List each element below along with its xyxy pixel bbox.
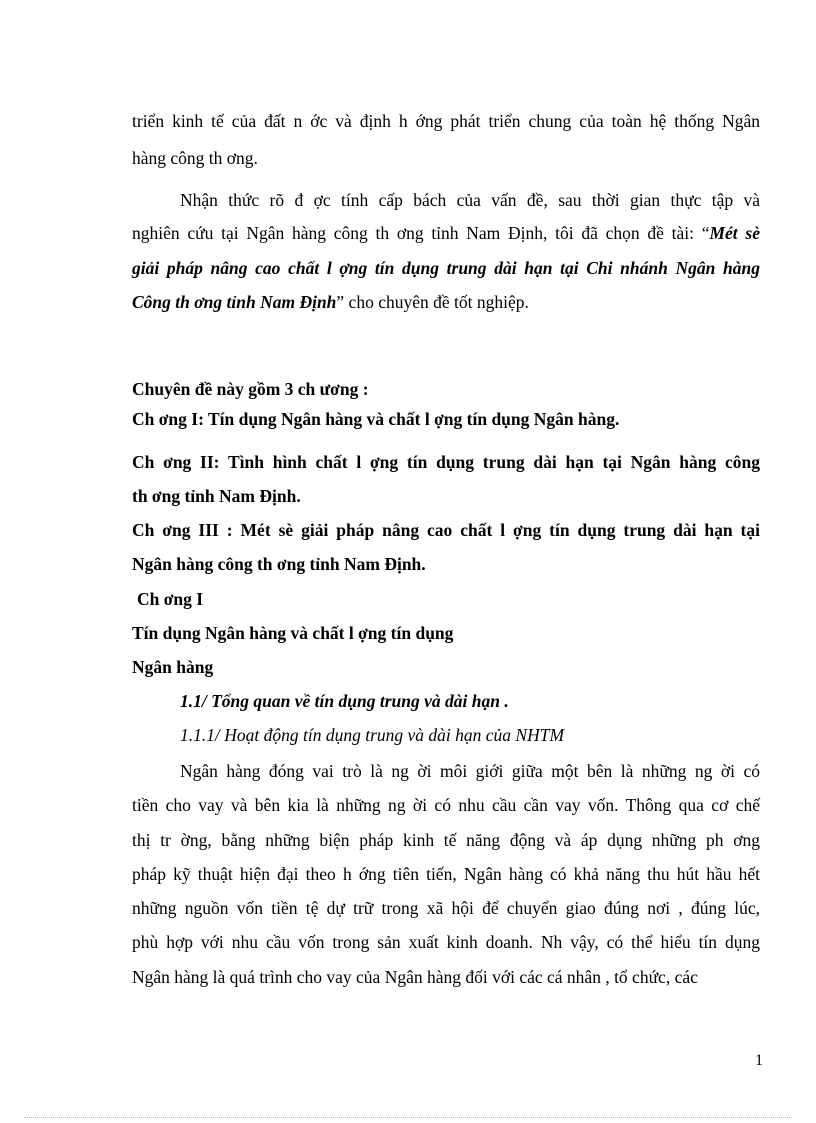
thesis-title-line-2: giải pháp nâng cao chất l ợng tín dụng trung dài hạn tại Chi nhánh Ngân hàng	[132, 258, 760, 278]
section-1-1-1-heading: 1.1.1/ Hoạt động tín dụng trung và dài hạn của NHTM	[180, 725, 565, 745]
chapter-3-summary-line-1: Ch ơng III : Mét sè giải pháp nâng cao chất l ợng tín dụng trung dài hạn tại	[132, 520, 760, 540]
paragraph-2-line-2-text: nghiên cứu tại Ngân hàng công th ơng tỉnh Nam Định, tôi đã chọn đề tài: “	[132, 223, 710, 243]
paragraph-2-line-4-text: ” cho chuyên đề tốt nghiệp.	[336, 292, 529, 312]
chapter-heading-title-line-2: Ngân hàng	[132, 657, 214, 677]
paragraph-3-line-2: tiền cho vay và bên kia là những ng ời có nhu cầu cần vay vốn. Thông qua cơ chế	[132, 795, 760, 815]
page-bottom-divider	[24, 1117, 792, 1118]
paragraph-1-line-1: triển kinh tế của đất n ớc và định h ớng phát triển chung của toàn hệ thống Ngân	[132, 111, 760, 131]
chapter-heading-label: Ch ơng I	[137, 589, 204, 609]
paragraph-3-line-7: Ngân hàng là quá trình cho vay của Ngân hàng đối với các cá nhân , tổ chức, các	[132, 967, 698, 987]
chapter-2-summary-line-1: Ch ơng II: Tình hình chất l ợng tín dụng trung dài hạn tại Ngân hàng công	[132, 452, 760, 472]
chapters-intro: Chuyên đề này gồm 3 ch ương :	[132, 379, 369, 399]
thesis-title-start: Mét sè	[709, 223, 760, 243]
paragraph-3-line-3: thị tr ờng, bằng những biện pháp kinh tế năng động và áp dụng những ph ơng	[132, 830, 760, 850]
paragraph-3-line-4: pháp kỹ thuật hiện đại theo h ớng tiên tiến, Ngân hàng có khả năng thu hút hầu hết	[132, 864, 760, 884]
thesis-title-end: Công th ơng tỉnh Nam Định	[132, 292, 337, 312]
paragraph-1-line-2: hàng công th ơng.	[132, 148, 258, 168]
chapter-1-summary: Ch ơng I: Tín dụng Ngân hàng và chất l ợng tín dụng Ngân hàng.	[132, 409, 620, 429]
paragraph-3-line-1: Ngân hàng đóng vai trò là ng ời môi giới giữa một bên là những ng ời có	[180, 761, 760, 781]
paragraph-3-line-5: những nguồn vốn tiền tệ dự trữ trong xã hội để chuyển giao đúng nơi , đúng lúc,	[132, 898, 760, 918]
paragraph-2-line-1: Nhận thức rõ đ ợc tính cấp bách của vấn đề, sau thời gian thực tập và	[180, 190, 760, 210]
chapter-heading-title-line-1: Tín dụng Ngân hàng và chất l ợng tín dụng	[132, 623, 454, 643]
paragraph-3-line-6: phù hợp với nhu cầu vốn trong sản xuất kinh doanh. Nh vậy, có thể hiểu tín dụng	[132, 932, 760, 952]
chapter-2-summary-line-2: th ơng tỉnh Nam Định.	[132, 486, 301, 506]
chapter-3-summary-line-2: Ngân hàng công th ơng tỉnh Nam Định.	[132, 554, 426, 574]
paragraph-2-line-2	[132, 221, 760, 245]
paragraph-2-line-4	[132, 290, 760, 314]
page-number: 1	[755, 1052, 763, 1069]
section-1-1-heading: 1.1/ Tổng quan về tín dụng trung và dài hạn .	[180, 691, 509, 711]
